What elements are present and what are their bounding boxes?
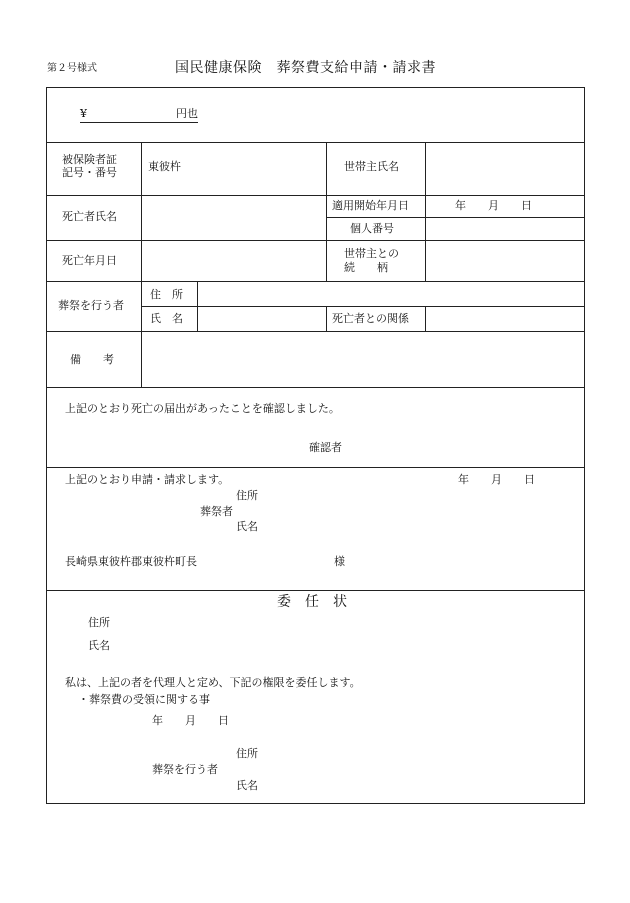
proxy-date: 年 月 日 xyxy=(152,714,229,727)
table-row-line xyxy=(46,387,585,388)
insured-id-label-line1: 被保険者証 xyxy=(62,153,117,166)
address-label: 住 所 xyxy=(150,288,183,301)
table-row-line xyxy=(46,331,585,332)
relation-householder-line2: 続 柄 xyxy=(344,261,388,274)
proxy-address-label: 住所 xyxy=(88,616,110,629)
application-date: 年 月 日 xyxy=(458,473,535,486)
applicant-host-label: 葬祭者 xyxy=(200,505,233,518)
table-row-line xyxy=(326,217,585,218)
insured-id-label-line2: 記号・番号 xyxy=(62,166,117,179)
table-col-line xyxy=(141,142,142,387)
deceased-name-label: 死亡者氏名 xyxy=(62,210,117,223)
start-date-value: 年 月 日 xyxy=(455,199,532,212)
personal-number-label: 個人番号 xyxy=(350,222,394,235)
table-col-line xyxy=(425,306,426,331)
funeral-host-label: 葬祭を行う者 xyxy=(58,299,124,312)
name-label: 氏 名 xyxy=(150,312,183,325)
remarks-label: 備 考 xyxy=(70,353,114,366)
relation-deceased-label: 死亡者との関係 xyxy=(332,312,409,325)
proxy-item: ・葬祭費の受領に関する事 xyxy=(78,693,210,706)
table-row-line xyxy=(46,195,585,196)
divider xyxy=(46,142,585,143)
addressee: 長崎県東彼杵郡東彼杵町長 xyxy=(65,555,197,568)
application-text: 上記のとおり申請・請求します。 xyxy=(65,473,230,486)
proxy-title: 委任状 xyxy=(277,594,361,610)
relation-householder-line1: 世帯主との xyxy=(344,247,399,260)
table-col-line xyxy=(326,306,327,331)
proxy-host-label: 葬祭を行う者 xyxy=(152,763,218,776)
divider xyxy=(46,590,585,591)
table-col-line xyxy=(425,142,426,281)
confirmation-text: 上記のとおり死亡の届出があったことを確認しました。 xyxy=(65,402,340,415)
divider xyxy=(46,467,585,468)
yen-mark: ¥ xyxy=(80,107,87,120)
form-number: 第２号様式 xyxy=(47,63,97,74)
applicant-name-label: 氏名 xyxy=(236,520,258,533)
table-col-line xyxy=(326,142,327,281)
confirmer-label: 確認者 xyxy=(309,441,342,454)
householder-name-label: 世帯主氏名 xyxy=(344,160,399,173)
proxy-host-name-label: 氏名 xyxy=(236,779,258,792)
table-row-line xyxy=(141,306,585,307)
proxy-statement: 私は、上記の者を代理人と定め、下記の権限を委任します。 xyxy=(65,676,361,689)
insured-id-value: 東彼杵 xyxy=(148,160,181,173)
amount-suffix: 円也 xyxy=(176,107,198,120)
form-title: 国民健康保険 葬祭費支給申請・請求書 xyxy=(175,60,436,76)
amount-underline xyxy=(80,122,198,123)
table-row-line xyxy=(46,240,585,241)
table-col-line xyxy=(197,281,198,331)
honorific: 様 xyxy=(334,555,345,568)
table-row-line xyxy=(46,281,585,282)
death-date-label: 死亡年月日 xyxy=(62,254,117,267)
applicant-address-label: 住所 xyxy=(236,489,258,502)
start-date-label: 適用開始年月日 xyxy=(332,199,409,212)
proxy-name-label: 氏名 xyxy=(88,639,110,652)
proxy-host-address-label: 住所 xyxy=(236,747,258,760)
